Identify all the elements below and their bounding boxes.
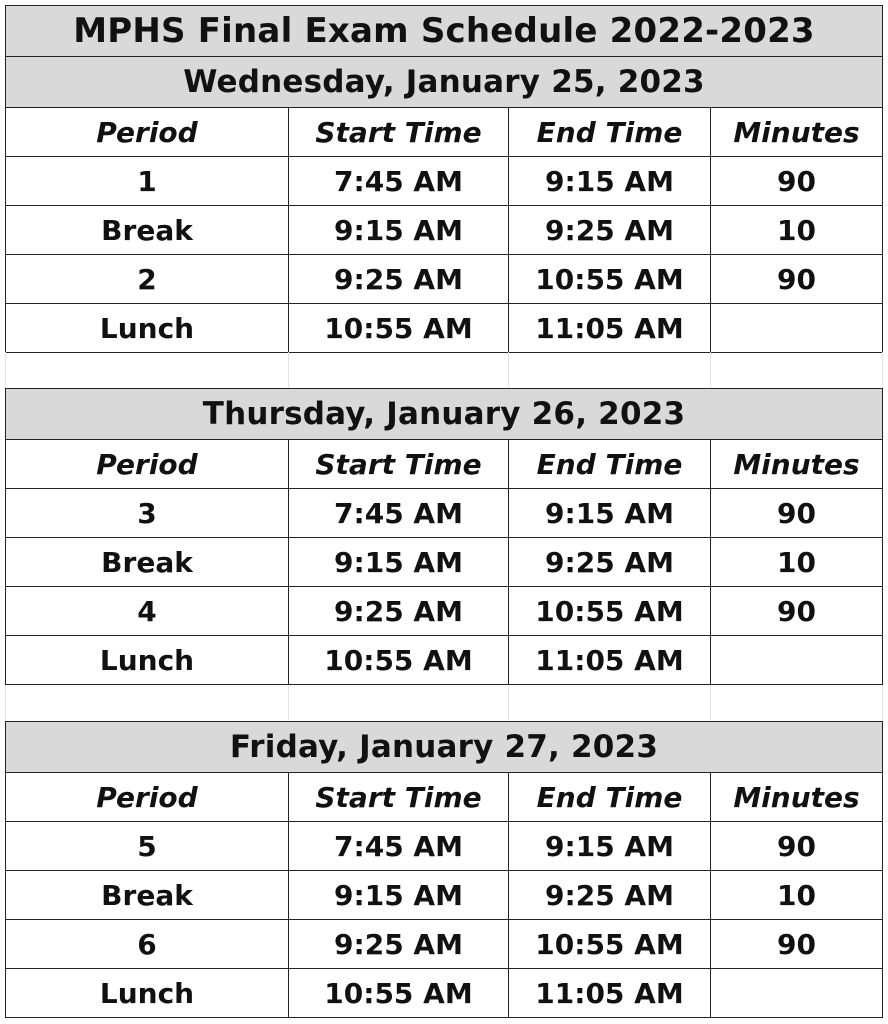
minutes-cell: 90	[777, 496, 816, 530]
end-time-cell: 11:05 AM	[509, 636, 711, 684]
end-time-cell: 9:15 AM	[509, 489, 711, 537]
period-cell: 2	[6, 255, 289, 303]
period-cell: 6	[6, 920, 289, 968]
table-row	[5, 304, 883, 353]
day-section	[5, 721, 883, 1018]
end-time-cell: 10:55 AM	[509, 920, 711, 968]
column-header-minutes: Minutes	[733, 115, 860, 149]
column-header-period: Period	[6, 773, 289, 821]
day-section	[5, 388, 883, 685]
column-header-period: Period	[6, 108, 289, 156]
minutes-cell: 10	[777, 545, 816, 579]
start-time-cell: 7:45 AM	[289, 157, 509, 205]
minutes-cell: 90	[777, 927, 816, 961]
period-cell: Break	[6, 871, 289, 919]
column-header-end-time: End Time	[509, 773, 711, 821]
table-row	[5, 489, 883, 538]
period-cell: 1	[6, 157, 289, 205]
column-header-end-time: End Time	[509, 440, 711, 488]
day-section	[5, 57, 883, 353]
minutes-cell	[711, 304, 882, 352]
end-time-cell: 9:15 AM	[509, 157, 711, 205]
table-row	[5, 871, 883, 920]
column-header-start-time: Start Time	[289, 108, 509, 156]
start-time-cell: 9:15 AM	[289, 871, 509, 919]
period-cell: 5	[6, 822, 289, 870]
end-time-cell: 11:05 AM	[509, 969, 711, 1017]
minutes-cell	[711, 636, 882, 684]
period-cell: Lunch	[6, 969, 289, 1017]
day-heading: Friday, January 27, 2023	[5, 721, 883, 773]
period-cell: Lunch	[6, 636, 289, 684]
end-time-cell: 9:25 AM	[509, 206, 711, 254]
start-time-cell: 10:55 AM	[289, 636, 509, 684]
column-header-end-time: End Time	[509, 108, 711, 156]
table-row	[5, 255, 883, 304]
minutes-cell: 90	[777, 262, 816, 296]
table-row	[5, 157, 883, 206]
end-time-cell: 9:25 AM	[509, 871, 711, 919]
table-row	[5, 822, 883, 871]
column-header-row	[5, 108, 883, 157]
day-heading: Wednesday, January 25, 2023	[5, 57, 883, 108]
table-row	[5, 587, 883, 636]
end-time-cell: 9:15 AM	[509, 822, 711, 870]
period-cell: 3	[6, 489, 289, 537]
table-row	[5, 969, 883, 1018]
start-time-cell: 7:45 AM	[289, 489, 509, 537]
start-time-cell: 7:45 AM	[289, 822, 509, 870]
schedule-title: MPHS Final Exam Schedule 2022-2023	[5, 5, 883, 57]
column-header-start-time: Start Time	[289, 440, 509, 488]
minutes-cell	[711, 969, 882, 1017]
minutes-cell: 90	[777, 164, 816, 198]
end-time-cell: 11:05 AM	[509, 304, 711, 352]
day-heading: Thursday, January 26, 2023	[5, 388, 883, 440]
column-header-start-time: Start Time	[289, 773, 509, 821]
end-time-cell: 9:25 AM	[509, 538, 711, 586]
table-row	[5, 636, 883, 685]
period-cell: Break	[6, 206, 289, 254]
period-cell: Lunch	[6, 304, 289, 352]
start-time-cell: 10:55 AM	[289, 969, 509, 1017]
minutes-cell: 90	[777, 829, 816, 863]
period-cell: Break	[6, 538, 289, 586]
table-row	[5, 538, 883, 587]
minutes-cell: 10	[777, 878, 816, 912]
column-header-minutes: Minutes	[733, 780, 860, 814]
column-header-row	[5, 440, 883, 489]
start-time-cell: 9:15 AM	[289, 538, 509, 586]
column-header-row	[5, 773, 883, 822]
column-header-minutes: Minutes	[733, 447, 860, 481]
start-time-cell: 9:25 AM	[289, 255, 509, 303]
spacer-row	[5, 685, 883, 721]
minutes-cell: 90	[777, 594, 816, 628]
table-row	[5, 206, 883, 255]
start-time-cell: 9:25 AM	[289, 920, 509, 968]
start-time-cell: 9:25 AM	[289, 587, 509, 635]
start-time-cell: 9:15 AM	[289, 206, 509, 254]
end-time-cell: 10:55 AM	[509, 255, 711, 303]
minutes-cell: 10	[777, 213, 816, 247]
start-time-cell: 10:55 AM	[289, 304, 509, 352]
spacer-row	[5, 352, 883, 388]
column-header-period: Period	[6, 440, 289, 488]
period-cell: 4	[6, 587, 289, 635]
table-row	[5, 920, 883, 969]
end-time-cell: 10:55 AM	[509, 587, 711, 635]
